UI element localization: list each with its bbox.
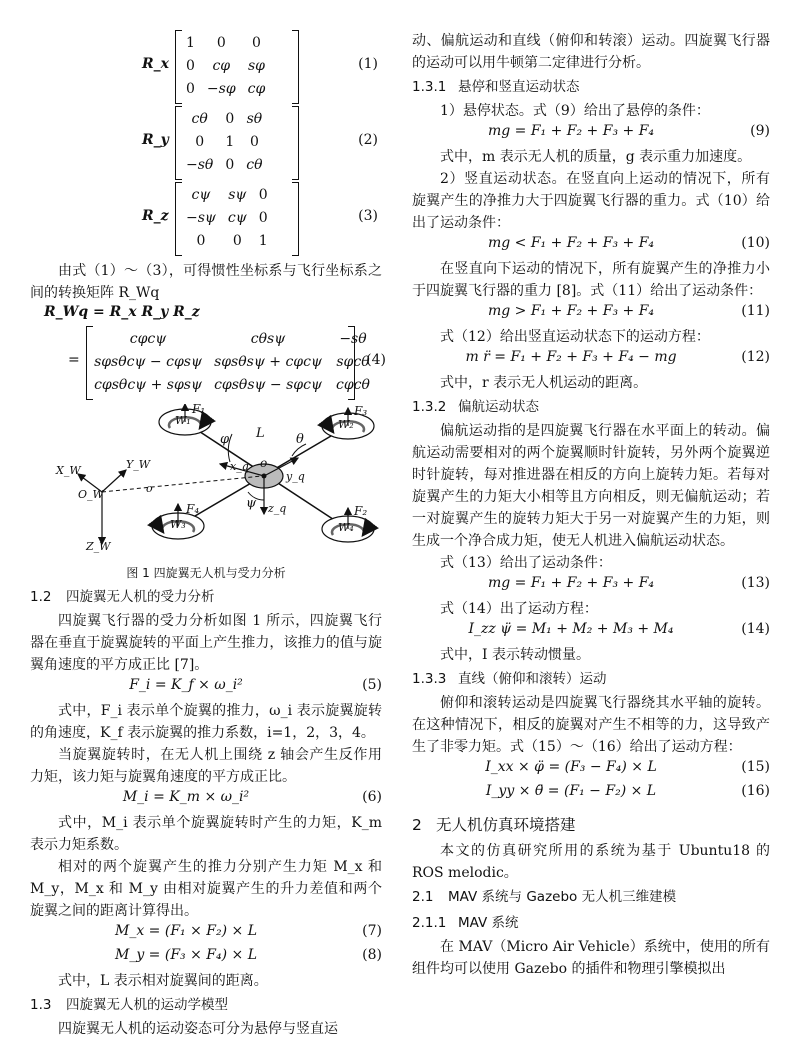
right-column [412,30,770,980]
paragraph: 式中，M_i 表示单个旋翼旋转时产生的力矩，K_m 表示力矩系数。 [30,815,382,853]
cell: cφ [212,57,231,74]
label-yq: y_q [286,470,305,483]
paragraph: 四旋翼飞行器的受力分析如图 1 所示，四旋翼飞行器在垂直于旋翼旋转的平面上产生推力，该推力的值与旋翼角速度的平方成正比 [7]。 [30,613,382,673]
equation-text: F_i = K_f × ω_i² [129,677,243,693]
equation-6 [30,788,382,812]
equation-number: (5) [362,677,382,693]
matrix-rwq-body [88,327,378,396]
cell: 0 [216,34,226,51]
label-l: L [256,426,265,441]
label-zq: z_q [268,502,287,515]
bracket-right [292,182,299,256]
equation-number: (6) [362,789,382,805]
section-number: 2.1.1 [412,915,447,931]
section-heading-2 [412,810,770,840]
cell: cφsθcψ + sφsψ [94,376,202,393]
equation-text: M_x = (F₁ × F₂) × L [115,923,257,939]
equation-text: mg = F₁ + F₂ + F₃ + F₄ [487,575,655,591]
equation-text: mg = F₁ + F₂ + F₃ + F₄ [487,123,655,139]
left-column [30,0,386,1040]
paragraph: 式中，m 表示无人机的质量，g 表示重力加速度。 [440,149,752,165]
paragraph: 动、偏航运动和直线（俯仰和转滚）运动。四旋翼飞行器的运动可以用牛顿第二定律进行分析。 [412,33,770,71]
matrix-rx [30,30,382,106]
cell: sφ [247,57,265,74]
cell: cφcψ [129,330,167,347]
equation-8 [30,946,382,970]
section-heading-1-3-1 [412,74,770,100]
paragraph: 式中，I 表示转动惯量。 [440,647,590,663]
paragraph: 俯仰和滚转运动是四旋翼飞行器绕其水平轴的旋转。在这种情况下，相反的旋翼对产生不相等的力，这导致产生了非零力矩。式（15）～（16）给出了运动方程： [412,695,770,755]
equation-13 [412,574,770,598]
matrix-ry [30,106,382,182]
paragraph: 式中，L 表示相对旋翼间的距离。 [58,973,268,989]
cell: 0 [232,232,242,249]
cell: cφsθsψ − sφcψ [214,376,322,393]
equation-16 [412,782,770,806]
cell: 1 [225,133,235,150]
equation-number: (1) [358,56,378,72]
section-title: MAV 系统与 Gazebo 无人机三维建模 [448,889,677,905]
cell: −sθ [339,330,367,347]
equation-rwq [30,304,382,326]
section-heading-1-3 [30,992,382,1018]
label-ol: o [146,482,153,495]
equation-number: (10) [741,235,770,251]
label-f4: F₄ [186,502,200,516]
matrix-rx-lhs: R_x [142,56,169,72]
equation-number: (4) [366,352,386,368]
paragraph: 本文的仿真研究所用的系统为基于 Ubuntu18 的 ROS melodic。 [412,843,770,881]
section-number: 2 [412,816,422,834]
matrix-rz-body [180,183,274,252]
equation-number: (15) [741,759,770,775]
section-heading-1-3-3 [412,666,770,692]
section-number: 2.1 [412,889,434,905]
equation-5 [30,676,382,700]
equation-number: (12) [741,349,770,365]
paragraph: 式（12）给出竖直运动状态下的运动方程： [440,329,710,345]
matrix-rwq [30,326,386,402]
label-w4: W₄ [338,521,354,534]
equation-text: M_y = (F₃ × F₄) × L [114,947,257,963]
paragraph: 偏航运动指的是四旋翼飞行器在水平面上的转动。偏航运动需要相对的两个旋翼顺时针旋转，另外两个旋翼逆时针旋转，每对推进器在相反的方向上旋转力矩。若每对旋翼产生的力矩大小相等且方向相反，则无偏航运动；若一对旋翼产生的旋转力矩大于另一对旋翼产生的力矩，则生成一个净合成力矩，使无人机进入偏航运动状态。 [412,423,770,549]
cell: cθ [191,110,208,127]
section-heading-2-1-1 [412,910,770,936]
section-heading-1-2 [30,584,382,610]
equation-number: (3) [358,208,378,224]
label-o: o [260,456,268,470]
cell: sφcθ [336,353,370,370]
equation-11 [412,302,770,326]
paragraph: 式中，F_i 表示单个旋翼的推力，ω_i 表示旋翼旋转的角速度，K_f 表示旋翼的推力系数，i=1，2，3，4。 [30,703,382,741]
paragraph: 式（14）出了运动方程： [440,601,598,617]
paragraph: 相对的两个旋翼产生的推力分别产生力矩 M_x 和 M_y，M_x 和 M_y 由相对旋翼产生的升力差值和两个旋翼之间的距离计算得出。 [30,859,382,919]
cell: sψ [228,186,247,203]
cell: −sφ [206,80,236,97]
label-f3: F₃ [354,404,368,418]
label-w1: W₁ [175,414,191,427]
label-theta: θ [296,432,304,447]
equation-number: (13) [741,575,770,591]
cell: sφsθsψ + cφcψ [214,353,322,370]
quadrotor-diagram [30,404,382,566]
equation-text: mg > F₁ + F₂ + F₃ + F₄ [487,303,655,319]
equation-number: (16) [741,783,770,799]
matrix-rx-body [180,31,271,100]
section-title: 四旋翼无人机的受力分析 [66,589,215,605]
section-title: 偏航运动状态 [458,399,539,415]
cell: 0 [252,34,261,51]
equation-rwq-text: R_Wq = R_x R_y R_z [44,304,200,320]
figure-quadrotor [30,404,382,584]
equation-number: (9) [750,123,770,139]
equation-text: I_zz ψ̈ = M₁ + M₂ + M₃ + M₄ [468,621,674,637]
label-f2: F₂ [354,504,368,518]
equation-number: (7) [362,923,382,939]
cell: 0 [225,110,235,127]
paragraph: 在竖直向下运动的情况下，所有旋翼产生的净推力小于四旋翼飞行器的重力 [8]。式（11）给出了运动条件： [412,261,770,299]
cell: −sψ [186,209,216,226]
cell: cφcθ [336,376,370,393]
label-xq: x_q [230,460,249,473]
equation-15 [412,758,770,782]
matrix-rz [30,182,382,258]
cell: −sθ [186,156,214,173]
cell: 0 [195,133,205,150]
cell: cφ [247,80,266,97]
equation-text: I_xx × φ̈ = (F₃ − F₄) × L [485,759,657,775]
cell: 1 [186,34,195,51]
equation-12 [412,348,770,372]
label-yw: Y_W [126,458,151,471]
matrix-ry-body [180,107,269,176]
section-title: 无人机仿真环境搭建 [436,816,576,834]
cell: sφsθcψ − cφsψ [94,353,202,370]
equation-text: I_yy × θ̈ = (F₁ − F₂) × L [485,783,657,799]
equation-number: (8) [362,947,382,963]
cell: 0 [186,57,195,74]
equals-sign: = [68,352,80,368]
cell: 0 [225,156,235,173]
bracket-right [292,106,299,180]
cell: 0 [186,80,195,97]
paragraph: 四旋翼无人机的运动姿态可分为悬停与竖直运 [58,1021,338,1037]
paragraph: 1）悬停状态。式（9）给出了悬停的条件： [440,103,710,119]
section-number: 1.3 [30,997,52,1013]
cell: sθ [246,110,263,127]
section-title: MAV 系统 [458,915,519,931]
cell: 0 [196,232,206,249]
paragraph: 在 MAV（Micro Air Vehicle）系统中，使用的所有组件均可以使用 Gazebo 的插件和物理引擎模拟出 [412,939,770,977]
section-title: 四旋翼无人机的运动学模型 [66,997,228,1013]
equation-text: m r̈ = F₁ + F₂ + F₃ + F₄ − mg [465,349,677,365]
cell: cψ [191,186,211,203]
equation-9 [412,122,770,146]
equation-14 [412,620,770,644]
section-heading-1-3-2 [412,394,770,420]
label-zw: Z_W [86,540,111,553]
paragraph: 2）竖直运动状态。在竖直向上运动的情况下，所有旋翼产生的净推力大于四旋翼飞行器的重力。式（10）给出了运动条件： [412,171,770,231]
section-number: 1.3.3 [412,671,447,687]
equation-text: M_i = K_m × ω_i² [122,789,250,805]
section-number: 1.3.1 [412,79,447,95]
cell: 0 [258,186,268,203]
paragraph: 式（13）给出了运动条件： [440,555,612,571]
section-number: 1.2 [30,589,52,605]
bracket-right [348,326,355,400]
section-title: 悬停和竖直运动状态 [458,79,580,95]
equation-number: (2) [358,132,378,148]
equation-7 [30,922,382,946]
paragraph: 当旋翼旋转时，在无人机上围绕 z 轴会产生反作用力矩，该力矩与旋翼角速度的平方成正比。 [30,747,382,785]
cell: cθ [246,156,263,173]
equation-number: (11) [741,303,770,319]
matrix-rz-lhs: R_z [142,208,169,224]
paragraph: 式中，r 表示无人机运动的距离。 [440,375,648,391]
label-w2: W₂ [338,418,354,431]
cell: 0 [258,209,268,226]
section-heading-2-1 [412,884,770,910]
equation-text: mg < F₁ + F₂ + F₃ + F₄ [487,235,655,251]
label-f1: F₁ [192,402,206,416]
cell: cψ [227,209,247,226]
label-phi: φ [220,432,230,447]
section-number: 1.3.2 [412,399,447,415]
cell: 1 [258,232,268,249]
label-w3: W₃ [170,518,186,531]
label-xw: X_W [56,464,81,477]
figure-caption: 图 1 四旋翼无人机与受力分析 [126,566,286,580]
cell: 0 [249,133,259,150]
label-psi: ψ [246,496,257,511]
section-title: 直线（俯仰和滚转）运动 [458,671,607,687]
paragraph-transform: 由式（1）～（3），可得惯性坐标系与飞行坐标系之间的转换矩阵 R_Wq [30,263,382,301]
matrix-ry-lhs: R_y [142,132,169,148]
label-ow: O_W [78,488,104,501]
cell: cθsψ [250,330,286,347]
equation-number: (14) [741,621,770,637]
bracket-right [292,30,299,104]
equation-10 [412,234,770,258]
